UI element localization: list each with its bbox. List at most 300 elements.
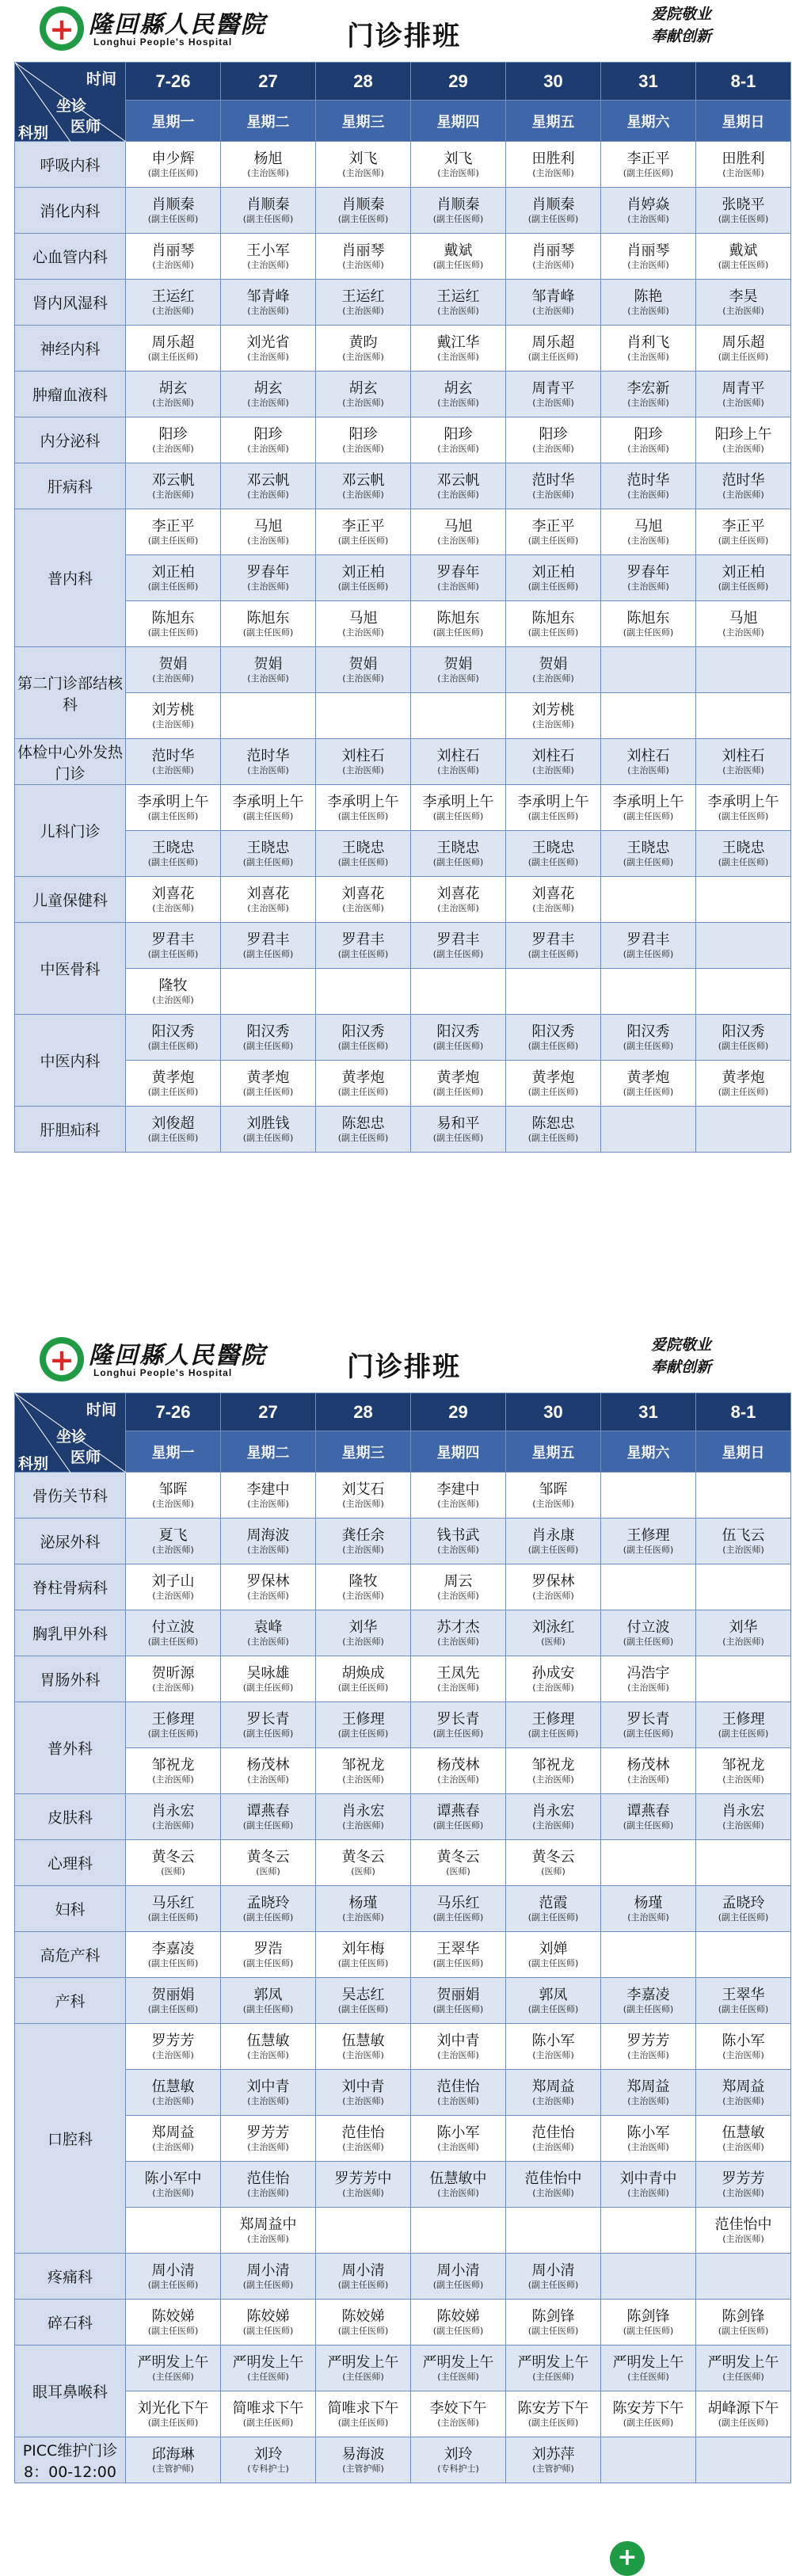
doctor-title: (副主任医师) bbox=[432, 1086, 484, 1097]
doctor-title: (主治医师) bbox=[247, 397, 289, 408]
doctor-name: 阳汉秀 bbox=[436, 1023, 480, 1040]
schedule-cell bbox=[221, 1702, 316, 1748]
schedule-cell bbox=[126, 1794, 221, 1840]
schedule-cell bbox=[506, 923, 601, 969]
schedule-cell bbox=[316, 463, 411, 509]
schedule-cell bbox=[221, 2345, 316, 2391]
schedule-cell bbox=[316, 831, 411, 877]
department-name: 产科 bbox=[15, 1978, 126, 2024]
doctor-name: 陈姣娣 bbox=[341, 2307, 385, 2325]
doctor-name: 苏才杰 bbox=[436, 1618, 480, 1636]
doctor-name: 简唯求下午 bbox=[327, 2399, 399, 2417]
doctor-name: 黄孝炮 bbox=[151, 1069, 195, 1086]
weekday-header: 星期六 bbox=[601, 101, 696, 142]
weekday-header: 星期一 bbox=[126, 1431, 221, 1473]
schedule-cell bbox=[126, 2116, 221, 2162]
doctor-name: 周乐超 bbox=[722, 333, 765, 351]
doctor-title: (主治医师) bbox=[247, 443, 289, 454]
doctor-name: 刘艾石 bbox=[341, 1480, 385, 1498]
table-row bbox=[15, 1610, 791, 1656]
schedule-cell bbox=[126, 2345, 221, 2391]
date-header: 27 bbox=[221, 63, 316, 101]
doctor-name: 肖永宏 bbox=[341, 1802, 385, 1820]
schedule-cell bbox=[696, 372, 791, 417]
table-row bbox=[15, 739, 791, 785]
schedule-cell bbox=[506, 1702, 601, 1748]
doctor-title: (副主任医师) bbox=[432, 1911, 484, 1922]
doctor-name: 陈小军 bbox=[722, 2032, 765, 2049]
doctor-title: (主治医师) bbox=[437, 397, 479, 408]
schedule-cell bbox=[506, 2300, 601, 2345]
table-row bbox=[15, 2300, 791, 2345]
doctor-name: 李正平 bbox=[151, 517, 195, 535]
schedule-cell bbox=[221, 2300, 316, 2345]
table-row bbox=[15, 1702, 791, 1748]
schedule-cell bbox=[221, 372, 316, 417]
doctor-name: 刘泳红 bbox=[531, 1618, 575, 1636]
schedule-cell bbox=[126, 1656, 221, 1702]
doctor-name: 阳汉秀 bbox=[722, 1023, 765, 1040]
doctor-name: 范时华 bbox=[531, 471, 575, 489]
doctor-title: (副主任医师) bbox=[527, 1132, 579, 1143]
schedule-cell bbox=[126, 1519, 221, 1564]
schedule-cell bbox=[126, 280, 221, 326]
schedule-cell bbox=[411, 555, 506, 601]
doctor-name: 邹祝龙 bbox=[722, 1756, 765, 1774]
schedule-cell bbox=[411, 877, 506, 923]
doctor-name: 马旭 bbox=[729, 609, 758, 627]
table-row bbox=[15, 1061, 791, 1107]
doctor-name: 黄孝炮 bbox=[626, 1069, 670, 1086]
doctor-title: (主治医师) bbox=[152, 259, 194, 270]
table-row bbox=[15, 326, 791, 372]
schedule-cell bbox=[316, 1564, 411, 1610]
doctor-name: 李宏新 bbox=[626, 379, 670, 397]
schedule-cell bbox=[696, 555, 791, 601]
department-name: 胃肠外科 bbox=[15, 1656, 126, 1702]
doctor-name: 罗春年 bbox=[436, 563, 480, 581]
doctor-title: (副主任医师) bbox=[147, 581, 199, 592]
doctor-name: 阳珍 bbox=[444, 425, 473, 443]
schedule-cell bbox=[126, 1473, 221, 1519]
doctor-title: (主治医师) bbox=[247, 764, 289, 775]
doctor-title: (副主任医师) bbox=[242, 1682, 294, 1693]
doctor-name: 严明发上午 bbox=[707, 2353, 779, 2371]
table-row bbox=[15, 2024, 791, 2070]
schedule-cell bbox=[696, 1061, 791, 1107]
schedule-cell bbox=[221, 647, 316, 693]
department-name: 眼耳鼻喉科 bbox=[15, 2345, 126, 2437]
schedule-cell bbox=[506, 463, 601, 509]
schedule-cell bbox=[316, 2208, 411, 2254]
table-row bbox=[15, 1107, 791, 1153]
schedule-cell bbox=[126, 1978, 221, 2024]
schedule-cell bbox=[221, 509, 316, 555]
doctor-name: 孙成安 bbox=[531, 1664, 575, 1682]
schedule-cell bbox=[126, 234, 221, 280]
doctor-name: 陈旭东 bbox=[531, 609, 575, 627]
schedule-cell bbox=[221, 1794, 316, 1840]
schedule-cell bbox=[221, 785, 316, 831]
schedule-cell bbox=[316, 2345, 411, 2391]
doctor-name: 范霞 bbox=[539, 1894, 568, 1911]
schedule-cell bbox=[126, 1015, 221, 1061]
schedule-cell bbox=[411, 647, 506, 693]
schedule-cell bbox=[506, 280, 601, 326]
doctor-title: (副主任医师) bbox=[147, 2325, 199, 2336]
schedule-cell bbox=[316, 1978, 411, 2024]
doctor-title: (副主任医师) bbox=[147, 1132, 199, 1143]
schedule-cell bbox=[696, 1702, 791, 1748]
doctor-title: (副主任医师) bbox=[337, 2417, 389, 2428]
doctor-title: (主治医师) bbox=[152, 902, 194, 913]
doctor-title: (主治医师) bbox=[342, 397, 384, 408]
schedule-cell bbox=[221, 739, 316, 785]
doctor-title: (副主任医师) bbox=[718, 213, 769, 224]
doctor-name: 范佳怡 bbox=[246, 2170, 290, 2187]
doctor-title: (主治医师) bbox=[247, 2095, 289, 2106]
doctor-name: 刘中青 bbox=[436, 2032, 480, 2049]
doctor-title: (主治医师) bbox=[152, 718, 194, 730]
schedule-cell bbox=[316, 1473, 411, 1519]
doctor-name: 黄孝炮 bbox=[722, 1069, 765, 1086]
doctor-title: (主治医师) bbox=[437, 351, 479, 362]
doctor-title: (副主任医师) bbox=[527, 627, 579, 638]
doctor-name: 胡玄 bbox=[158, 379, 188, 397]
doctor-title: (副主任医师) bbox=[718, 1086, 769, 1097]
doctor-title: (副主任医师) bbox=[718, 535, 769, 546]
schedule-cell bbox=[221, 1978, 316, 2024]
doctor-name: 严明发上午 bbox=[517, 2353, 589, 2371]
doctor-title: (主治医师) bbox=[627, 443, 669, 454]
doctor-name: 刘芳桃 bbox=[531, 701, 575, 718]
doctor-title: (副主任医师) bbox=[242, 1957, 294, 1968]
schedule-cell bbox=[601, 2254, 696, 2300]
doctor-name: 刘柱石 bbox=[626, 747, 670, 764]
doctor-name: 伍慧敏 bbox=[151, 2078, 195, 2095]
schedule-cell bbox=[126, 923, 221, 969]
table-row bbox=[15, 1015, 791, 1061]
doctor-name: 周乐超 bbox=[151, 333, 195, 351]
doctor-name: 伍慧敏 bbox=[341, 2032, 385, 2049]
doctor-title: (副主任医师) bbox=[147, 167, 199, 178]
schedule-cell bbox=[221, 601, 316, 647]
hospital-name-en: Longhui People's Hospital bbox=[93, 1367, 233, 1378]
table-row bbox=[15, 2254, 791, 2300]
table-row bbox=[15, 2437, 791, 2483]
schedule-cell bbox=[126, 326, 221, 372]
department-name: 疼痛科 bbox=[15, 2254, 126, 2300]
doctor-name: 贺昕源 bbox=[151, 1664, 195, 1682]
weekday-header: 星期四 bbox=[411, 101, 506, 142]
doctor-title: (副主任医师) bbox=[337, 1957, 389, 1968]
doctor-name: 周乐超 bbox=[531, 333, 575, 351]
doctor-name: 刘喜花 bbox=[436, 885, 480, 902]
department-name: 第二门诊部结核科 bbox=[15, 647, 126, 739]
doctor-title: (副主任医师) bbox=[147, 1086, 199, 1097]
doctor-title: (主治医师) bbox=[247, 259, 289, 270]
schedule-cell bbox=[411, 601, 506, 647]
doctor-title: (主治医师) bbox=[627, 1774, 669, 1785]
schedule-cell bbox=[316, 693, 411, 739]
schedule-cell bbox=[126, 417, 221, 463]
doctor-title: (副主任医师) bbox=[718, 2003, 769, 2014]
schedule-cell bbox=[696, 2024, 791, 2070]
schedule-cell bbox=[411, 1107, 506, 1153]
schedule-cell bbox=[316, 923, 411, 969]
schedule-cell bbox=[506, 417, 601, 463]
doctor-title: (主治医师) bbox=[342, 1820, 384, 1831]
doctor-name: 胡玄 bbox=[348, 379, 378, 397]
doctor-title: (副主任医师) bbox=[623, 627, 674, 638]
schedule-cell bbox=[696, 1748, 791, 1794]
corner-dept-label: 科别 bbox=[18, 124, 49, 142]
schedule-cell bbox=[411, 2162, 506, 2208]
doctor-name: 隆牧 bbox=[348, 1572, 378, 1590]
department-name: 碎石科 bbox=[15, 2300, 126, 2345]
doctor-name: 肖永宏 bbox=[722, 1802, 765, 1820]
doctor-name: 范佳怡中 bbox=[714, 2216, 772, 2233]
doctor-name: 郑周益 bbox=[531, 2078, 575, 2095]
doctor-name: 刘正柏 bbox=[151, 563, 195, 581]
doctor-title: (副主任医师) bbox=[242, 2003, 294, 2014]
schedule-cell bbox=[126, 693, 221, 739]
doctor-name: 贺娟 bbox=[444, 655, 473, 673]
table-row bbox=[15, 372, 791, 417]
table-row bbox=[15, 1840, 791, 1886]
schedule-cell bbox=[506, 2208, 601, 2254]
schedule-cell bbox=[411, 280, 506, 326]
doctor-name: 邹青峰 bbox=[246, 288, 290, 305]
doctor-title: (主治医师) bbox=[437, 2417, 479, 2428]
doctor-title: (主治医师) bbox=[342, 443, 384, 454]
doctor-name: 刘光化下午 bbox=[137, 2399, 209, 2417]
schedule-cell bbox=[601, 142, 696, 188]
doctor-title: (副主任医师) bbox=[527, 1957, 579, 1968]
table-row bbox=[15, 1519, 791, 1564]
doctor-name: 罗春年 bbox=[626, 563, 670, 581]
doctor-name: 罗长青 bbox=[626, 1710, 670, 1728]
schedule-cell bbox=[411, 2254, 506, 2300]
hospital-logo-icon bbox=[40, 6, 84, 51]
schedule-cell bbox=[221, 693, 316, 739]
doctor-title: (主治医师) bbox=[722, 2095, 764, 2106]
doctor-title: (主治医师) bbox=[722, 305, 764, 316]
doctor-name: 周小清 bbox=[436, 2262, 480, 2279]
doctor-title: (副主任医师) bbox=[527, 535, 579, 546]
schedule-cell bbox=[126, 647, 221, 693]
schedule-cell bbox=[221, 1656, 316, 1702]
doctor-title: (副主任医师) bbox=[527, 2417, 579, 2428]
schedule-cell bbox=[506, 2070, 601, 2116]
date-header: 7-26 bbox=[126, 1393, 221, 1431]
doctor-name: 陈小军 bbox=[436, 2124, 480, 2141]
doctor-name: 刘喜花 bbox=[531, 885, 575, 902]
schedule-cell bbox=[696, 2070, 791, 2116]
schedule-cell bbox=[411, 326, 506, 372]
doctor-name: 李承明上午 bbox=[612, 793, 684, 810]
doctor-name: 李正平 bbox=[626, 150, 670, 167]
doctor-name: 李承明上午 bbox=[232, 793, 304, 810]
doctor-title: (副主任医师) bbox=[337, 1040, 389, 1051]
schedule-cell bbox=[696, 1886, 791, 1932]
schedule-cell bbox=[696, 2162, 791, 2208]
doctor-title: (副主任医师) bbox=[147, 627, 199, 638]
doctor-name: 邹晖 bbox=[158, 1480, 188, 1498]
motto: 爱院敬业 奉献创新 bbox=[650, 6, 711, 45]
schedule-cell bbox=[221, 969, 316, 1015]
table-row bbox=[15, 647, 791, 693]
doctor-name: 陈小军 bbox=[626, 2124, 670, 2141]
doctor-name: 周云 bbox=[444, 1572, 473, 1590]
schedule-cell bbox=[506, 2391, 601, 2437]
doctor-name: 周青平 bbox=[722, 379, 765, 397]
schedule-cell bbox=[221, 2437, 316, 2483]
schedule-cell bbox=[696, 969, 791, 1015]
doctor-title: (主治医师) bbox=[437, 1682, 479, 1693]
doctor-title: (主治医师) bbox=[152, 2095, 194, 2106]
doctor-title: (副主任医师) bbox=[242, 2417, 294, 2428]
doctor-name: 阳珍 bbox=[348, 425, 378, 443]
doctor-name: 谭燕春 bbox=[626, 1802, 670, 1820]
doctor-title: (主治医师) bbox=[627, 2187, 669, 2198]
doctor-name: 罗芳芳 bbox=[626, 2032, 670, 2049]
department-name: 肿瘤血液科 bbox=[15, 372, 126, 417]
doctor-title: (副主任医师) bbox=[432, 1040, 484, 1051]
department-name: 心理科 bbox=[15, 1840, 126, 1886]
date-header: 29 bbox=[411, 1393, 506, 1431]
doctor-name: 刘柱石 bbox=[531, 747, 575, 764]
doctor-name: 阳珍 bbox=[158, 425, 188, 443]
schedule-cell bbox=[411, 2024, 506, 2070]
schedule-cell bbox=[221, 1564, 316, 1610]
schedule-cell bbox=[411, 1978, 506, 2024]
schedule-cell bbox=[221, 2116, 316, 2162]
doctor-title: (主治医师) bbox=[247, 1590, 289, 1601]
doctor-title: (主治医师) bbox=[342, 764, 384, 775]
schedule-cell bbox=[601, 1932, 696, 1978]
weekday-header: 星期日 bbox=[696, 101, 791, 142]
doctor-title: (主治医师) bbox=[437, 2141, 479, 2152]
doctor-name: 黄孝炮 bbox=[341, 1069, 385, 1086]
doctor-name: 邓云帆 bbox=[246, 471, 290, 489]
doctor-title: (副主任医师) bbox=[147, 1040, 199, 1051]
schedule-cell bbox=[221, 1840, 316, 1886]
doctor-title: (副主任医师) bbox=[527, 856, 579, 867]
schedule-cell bbox=[411, 1886, 506, 1932]
doctor-title: (副主任医师) bbox=[432, 1957, 484, 1968]
doctor-title: (副主任医师) bbox=[432, 2003, 484, 2014]
doctor-name: 王晓忠 bbox=[626, 839, 670, 856]
schedule-cell bbox=[601, 1978, 696, 2024]
doctor-title: (副主任医师) bbox=[147, 1728, 199, 1739]
table-row bbox=[15, 2391, 791, 2437]
doctor-name: 吴志红 bbox=[341, 1986, 385, 2003]
schedule-cell bbox=[696, 2254, 791, 2300]
doctor-title: (主治医师) bbox=[532, 2095, 574, 2106]
schedule-cell bbox=[411, 1840, 506, 1886]
doctor-name: 李正平 bbox=[341, 517, 385, 535]
schedule-cell bbox=[506, 1473, 601, 1519]
schedule-cell bbox=[506, 647, 601, 693]
schedule-cell bbox=[316, 2070, 411, 2116]
doctor-title: (副主任医师) bbox=[432, 2325, 484, 2336]
doctor-name: 陈安芳下午 bbox=[612, 2399, 684, 2417]
schedule-cell bbox=[696, 647, 791, 693]
doctor-title: (副主任医师) bbox=[242, 1132, 294, 1143]
schedule-cell bbox=[696, 923, 791, 969]
corner-dept-label: 科别 bbox=[18, 1455, 49, 1473]
schedule-cell bbox=[316, 877, 411, 923]
doctor-title: (副主任医师) bbox=[432, 810, 484, 821]
schedule-cell bbox=[411, 1702, 506, 1748]
schedule-cell bbox=[316, 417, 411, 463]
header bbox=[0, 0, 792, 63]
doctor-title: (副主任医师) bbox=[147, 2003, 199, 2014]
doctor-name: 肖利飞 bbox=[626, 333, 670, 351]
doctor-title: (主治医师) bbox=[247, 351, 289, 362]
schedule-cell bbox=[601, 2116, 696, 2162]
schedule-cell bbox=[221, 326, 316, 372]
schedule-cell bbox=[126, 1061, 221, 1107]
doctor-title: (副主任医师) bbox=[432, 2279, 484, 2290]
doctor-title: (主治医师) bbox=[342, 1590, 384, 1601]
doctor-title: (主管护师) bbox=[532, 2463, 574, 2474]
doctor-name: 付立波 bbox=[626, 1618, 670, 1636]
doctor-title: (医师) bbox=[446, 1865, 470, 1877]
doctor-title: (主治医师) bbox=[152, 1682, 194, 1693]
doctor-name: 胡玄 bbox=[444, 379, 473, 397]
doctor-name: 肖永宏 bbox=[531, 1802, 575, 1820]
corner-time-label: 时间 bbox=[86, 1401, 117, 1419]
schedule-cell bbox=[316, 1610, 411, 1656]
doctor-title: (主管护师) bbox=[152, 2463, 194, 2474]
doctor-name: 黄冬云 bbox=[436, 1848, 480, 1865]
doctor-name: 陈姣娣 bbox=[246, 2307, 290, 2325]
schedule-cell bbox=[601, 1702, 696, 1748]
doctor-title: (副主任医师) bbox=[337, 948, 389, 959]
schedule-cell bbox=[601, 372, 696, 417]
footer-logo-icon bbox=[610, 2541, 645, 2576]
doctor-name: 王晓忠 bbox=[436, 839, 480, 856]
doctor-title: (主治医师) bbox=[342, 2187, 384, 2198]
schedule-cell bbox=[411, 2116, 506, 2162]
doctor-title: (主治医师) bbox=[152, 1820, 194, 1831]
schedule-cell bbox=[601, 969, 696, 1015]
doctor-title: (主治医师) bbox=[722, 1820, 764, 1831]
schedule-cell bbox=[506, 1519, 601, 1564]
doctor-title: (主治医师) bbox=[627, 305, 669, 316]
schedule-cell bbox=[601, 1061, 696, 1107]
schedule-cell bbox=[506, 1107, 601, 1153]
doctor-title: (主治医师) bbox=[627, 1911, 669, 1922]
doctor-name: 李昊 bbox=[729, 288, 758, 305]
hospital-logo-icon bbox=[40, 1337, 84, 1381]
doctor-title: (副主任医师) bbox=[337, 1086, 389, 1097]
schedule-cell bbox=[506, 1015, 601, 1061]
doctor-title: (副主任医师) bbox=[527, 213, 579, 224]
schedule-cell bbox=[411, 1015, 506, 1061]
doctor-title: (副主任医师) bbox=[242, 856, 294, 867]
schedule-cell bbox=[126, 2437, 221, 2483]
table-row bbox=[15, 1886, 791, 1932]
table-row bbox=[15, 2116, 791, 2162]
schedule-cell bbox=[696, 280, 791, 326]
table-row bbox=[15, 555, 791, 601]
doctor-name: 周海波 bbox=[246, 1526, 290, 1544]
doctor-title: (主治医师) bbox=[532, 1774, 574, 1785]
schedule-cell bbox=[221, 2162, 316, 2208]
